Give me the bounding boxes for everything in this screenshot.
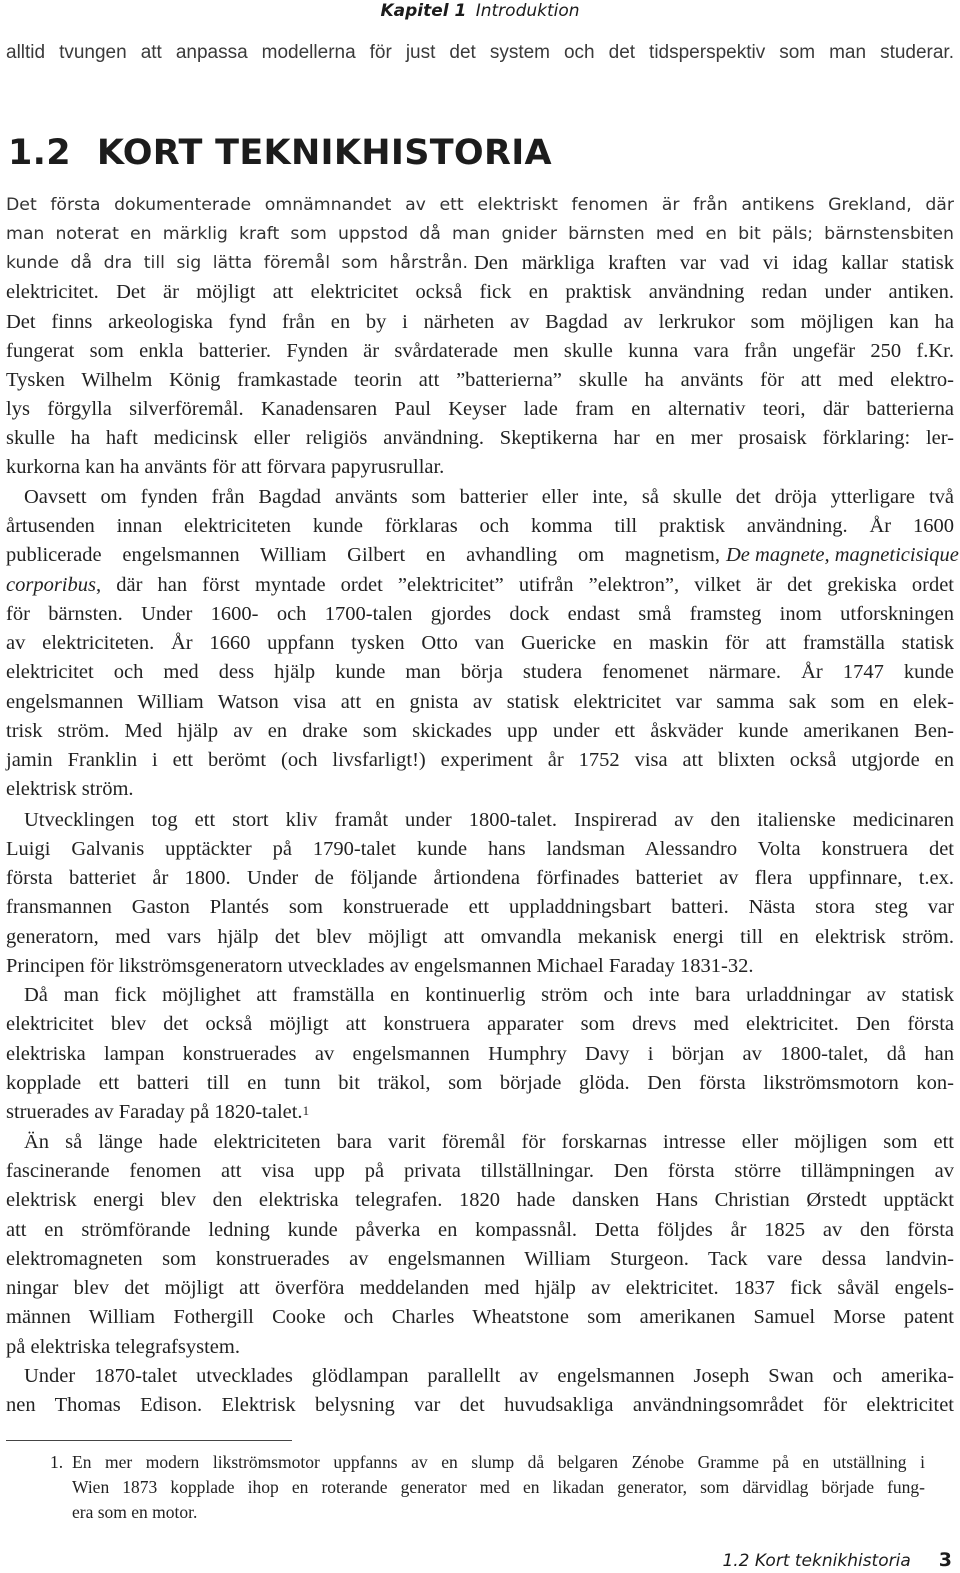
- body-line: Det finns arkeologiska fynd från en by i närheten av Bagdad av lerkrukor som möjligen kan ha: [6, 311, 954, 333]
- body-line: kunde då dra till sig lätta föremål som hårstrån.: [6, 253, 468, 273]
- body-line: årtusenden innan elektriciteten kunde förklaras och komma till praktisk användning. År 1600: [6, 515, 954, 537]
- body-line: skulle ha haft medicinsk eller religiös användning. Skeptikerna har en mer prosaisk förklaring: ler-: [6, 427, 954, 449]
- body-line: Det första dokumenterade omnämnandet av ett elektriskt fenomen är från antikens Grekland, där: [6, 195, 954, 215]
- body-line: trisk ström. Med hjälp av en drake som skickades upp under ett åskväder kunde amerikanen Ben-: [6, 720, 954, 742]
- body-line: första batteriet år 1800. Under de följande årtiondena förfinades batteriet av flera uppfinnare, t.ex.: [6, 867, 954, 889]
- book-title: corporibus: [6, 574, 96, 596]
- body-line: , där han först myntade ordet ”elektricitet” utifrån ”elektron”, vilket är det grekiska ordet: [96, 574, 954, 596]
- footer-section: 1.2 Kort teknikhistoria: [722, 1551, 911, 1571]
- body-line: jamin Franklin i ett berömt (och livsfarligt!) experiment år 1752 visa att blixten också utgjorde en: [6, 749, 954, 771]
- body-line: generatorn, med vars hjälp det blev möjligt att omvandla mekanisk energi till en elektrisk ström.: [6, 926, 954, 948]
- body-line: för bärnsten. Under 1600- och 1700-talen gjordes dock endast små framsteg inom utforskningen: [6, 603, 954, 625]
- body-line: Oavsett om fynden från Bagdad använts som batterier eller inte, så skulle det dröja ytterligare två: [24, 486, 954, 508]
- body-line: elektromagneten som konstruerades av engelsmannen William Sturgeon. Tack vare dessa landvin-: [6, 1248, 954, 1270]
- body-line: att en strömförande ledning kunde påverka en kompassnål. Detta följdes år 1825 av den första: [6, 1219, 954, 1241]
- body-line: Luigi Galvanis upptäckter på 1790-talet kunde hans landsman Alessandro Volta konstruera det: [6, 838, 954, 860]
- body-line: Än så länge hade elektriciteten bara varit föremål för forskarnas intresse eller möjligen som ett: [24, 1131, 954, 1153]
- body-line: av elektriciteten. År 1660 uppfann tysken Otto van Guericke en maskin för att framställa statisk: [6, 632, 954, 654]
- body-line: Då man fick möjlighet att framställa en kontinuerlig ström och inte bara urladdningar av statisk: [24, 984, 954, 1006]
- book-title: De magnete, magneticisique: [726, 544, 959, 566]
- running-header: [0, 0, 960, 22]
- body-line: Den märkliga kraften var vad vi idag kallar statisk: [474, 252, 954, 274]
- body-line: elektriska lampan konstruerades av engelsmannen Humphry Davy i början av 1800-talet, då han: [6, 1043, 954, 1065]
- body-line: fungerat som enkla batterier. Fynden är svårdaterade men skulle kunna vara från ungefär 250 f.Kr.: [6, 340, 954, 362]
- footnote-line: Wien 1873 kopplade ihop en roterande generator med en likadan generator, som därvidlag började fung-: [72, 1477, 925, 1497]
- body-line: [6, 1100, 954, 1124]
- footnote-line: En mer modern likströmsmotor uppfanns av en slump då belgaren Zénobe Gramme på en utställning i: [72, 1452, 925, 1472]
- section-title: KORT TEKNIKHISTORIA: [96, 133, 552, 173]
- footnote-number: 1.: [50, 1452, 64, 1472]
- body-text: struerades av Faraday på 1820-talet.: [6, 1101, 303, 1123]
- header-title: Introduktion: [475, 1, 580, 21]
- section-number: 1.2: [8, 133, 71, 173]
- body-line: lys förgylla silverföremål. Kanadensaren Paul Keyser lade fram en alternativ teori, där batterierna: [6, 398, 954, 420]
- header-chapter: Kapitel 1: [380, 1, 467, 21]
- body-line: elektrisk ström.: [6, 778, 134, 800]
- body-line: fascinerande fenomen att visa upp på privata tillställningar. Den första större tillämpningen av: [6, 1160, 954, 1182]
- body-line: elektricitet och med dess hjälp kunde man börja studera fenomenet närmare. År 1747 kunde: [6, 661, 954, 683]
- body-line: Utvecklingen tog ett stort kliv framåt under 1800-talet. Inspirerad av den italienske medicinaren: [24, 809, 954, 831]
- body-line: publicerade engelsmannen William Gilbert en avhandling om magnetism,: [6, 544, 720, 566]
- section-heading: [8, 133, 552, 173]
- body-line: man noterat en märklig kraft som uppstod då man gnider bärnsten med en bit päls; bärnstensbiten: [6, 224, 954, 244]
- body-line: Under 1870-talet utvecklades glödlampan parallellt av engelsmannen Joseph Swan och amerika-: [24, 1365, 954, 1387]
- body-line: Tysken Wilhelm König framkastade teorin att ”batterierna” skulle ha använts för att med elektro-: [6, 369, 954, 391]
- body-line: elektrisk energi blev den elektriska telegrafen. 1820 hade dansken Hans Christian Ørstedt upptäckt: [6, 1189, 954, 1211]
- body-line: ningar blev det möjligt att överföra meddelanden med hjälp av elektricitet. 1837 fick såväl engels-: [6, 1277, 954, 1299]
- body-line: elektricitet. Det är möjligt att elektricitet också fick en praktisk användning redan under antiken.: [6, 281, 954, 303]
- running-footer: [722, 1549, 952, 1572]
- body-line: elektricitet blev det också möjligt att konstruera apparater som drevs med elektricitet. Den första: [6, 1013, 954, 1035]
- body-line: alltid tvungen att anpassa modellerna för just det system och det tidsperspektiv som man studerar.: [6, 42, 954, 63]
- body-line: engelsmannen William Watson visa att en gnista av statisk elektricitet var samma sak som en elek-: [6, 691, 954, 713]
- body-line: Principen för likströmsgeneratorn utvecklades av engelsmannen Michael Faraday 1831-32.: [6, 955, 754, 977]
- body-line: på elektriska telegrafsystem.: [6, 1336, 240, 1358]
- body-line: fransmannen Gaston Plantés som konstruerade ett uppladdningsbart batteri. Nästa stora steg var: [6, 896, 954, 918]
- body-line: kopplade ett batteri till en tunn bit träkol, som började glöda. Den första likströmsmotorn kon-: [6, 1072, 954, 1094]
- body-line: männen William Fothergill Cooke och Charles Wheatstone som amerikanen Samuel Morse patent: [6, 1306, 954, 1328]
- footnote-line: era som en motor.: [72, 1502, 198, 1522]
- body-line: nen Thomas Edison. Elektrisk belysning var det huvudsakliga användningsområdet för elektricitet: [6, 1394, 954, 1416]
- body-line: kurkorna kan ha använts för att förvara papyrusrullar.: [6, 456, 445, 478]
- footnote-divider: [6, 1440, 292, 1441]
- footnote-ref[interactable]: 1: [302, 1103, 310, 1118]
- page-number: 3: [938, 1549, 952, 1571]
